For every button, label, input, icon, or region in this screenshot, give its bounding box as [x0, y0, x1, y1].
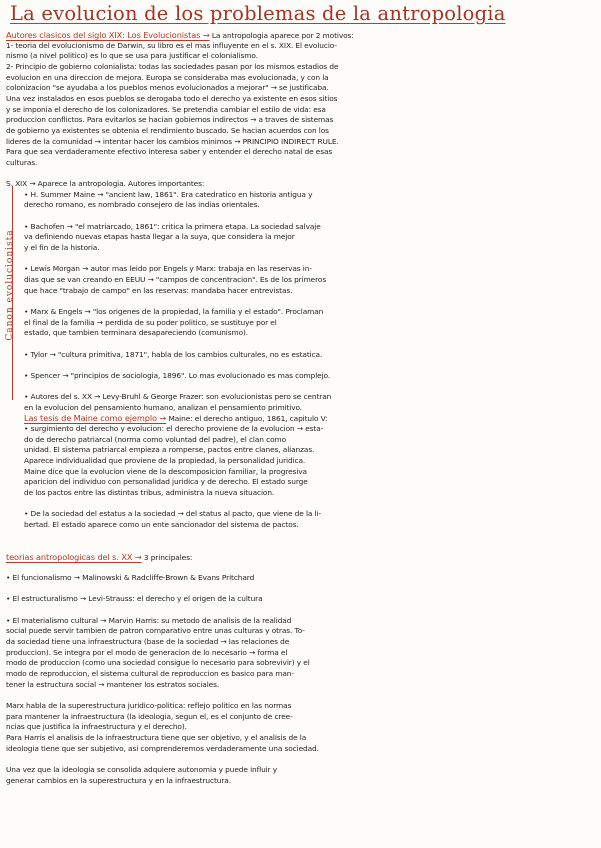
line-text: y el fin de la historia.	[24, 243, 100, 252]
line-text: Aparece individualidad que proviene de la propiedad, la personalidad juridica.	[24, 456, 306, 465]
line-text: unidad. El sistema patriarcal empieza a romperse, pactos entre clanes, alianzas.	[24, 445, 315, 455]
note-line	[24, 520, 595, 530]
line-text: va definiendo nuevas etapas hasta llegar a la suya, que considera la mejor	[24, 232, 295, 242]
note-line	[24, 424, 595, 434]
note-line	[24, 318, 595, 328]
note-line	[24, 445, 595, 455]
note-line	[6, 126, 595, 136]
line-text: Una vez instalados en esos pueblos se derogaba todo el derecho ya existente en esos sitios	[6, 93, 338, 103]
line-text: Marx habla de la superestructura juridico-politica: reflejo politico en las normas	[6, 700, 292, 710]
note-line	[6, 83, 595, 93]
line-text: • El estructuralismo → Levi-Strauss: el derecho y el origen de la cultura	[6, 594, 263, 604]
side-label: Canon evolucionista	[5, 229, 15, 341]
line-text: • Lewis Morgan → autor mas leido por Engels y Marx: trabaja en las reservas in-	[24, 264, 312, 274]
note-line	[24, 350, 595, 360]
note-line	[24, 488, 595, 498]
line-text: generar cambios en la superestructura y en la infraestructura.	[6, 775, 231, 785]
note-line	[6, 669, 595, 679]
line-text: aparicion del individuo con personalidad juridica y de derecho. El estado surge	[24, 477, 308, 487]
line-text: Para Harris el analisis de la infraestructura tiene que ser objetivo, y el analisis de la	[6, 732, 307, 742]
note-line	[24, 371, 595, 381]
line-text: produccion conflictos. Para evitarlos se hacian gobiernos indirectos → a traves de sistemas	[6, 115, 334, 125]
line-text: evolucion en una direccion de mejora. Europa se consideraba mas evolucionada, y con la	[6, 72, 329, 82]
line-text: colonizacion "se ayudaba a los pueblos menos evolucionados a mejorar" → se justificaba.	[6, 83, 329, 93]
note-line	[24, 509, 595, 519]
section-heading: teorias antropologicas del s. XX →	[6, 551, 142, 562]
note-line	[6, 648, 595, 658]
note-line	[24, 286, 595, 296]
line-text: Maine: el derecho antiguo, 1861, capitulo V:	[166, 414, 328, 424]
note-line	[6, 158, 595, 168]
line-text: • El funcionalismo → Malinowski & Radcliffe-Brown & Evans Pritchard	[6, 573, 255, 583]
note-line	[6, 616, 595, 626]
note-line	[6, 73, 595, 83]
line-text: da sociedad tiene una infraestructura (base de la sociedad → las relaciones de	[6, 637, 290, 647]
note-line	[6, 105, 595, 115]
note-line	[6, 147, 595, 157]
note-line	[6, 573, 595, 583]
line-text: estado, que tambien terminara desapareciendo (comunismo).	[24, 328, 249, 338]
section-heading: Las tesis de Maine como ejemplo →	[24, 413, 167, 424]
note-line	[6, 733, 595, 743]
line-text: • Marx & Engels → "los origenes de la propiedad, la familia y el estado". Proclaman	[24, 306, 324, 316]
line-text: La antropologia aparece por 2 motivos:	[209, 31, 354, 40]
line-text: culturas.	[6, 157, 38, 167]
note-line	[6, 712, 595, 722]
page-title: La evolucion de los problemas de la antropologia	[10, 2, 506, 25]
note-line	[24, 222, 595, 232]
line-text: S. XIX → Aparece la antropologia. Autores importantes:	[6, 179, 205, 189]
note-line	[6, 722, 595, 732]
note-line	[6, 179, 595, 189]
note-line	[6, 680, 595, 690]
line-text: tener la estructura social → mantener los estratos sociales.	[6, 679, 220, 689]
note-line	[6, 51, 595, 61]
line-text: • Tylor → "cultura primitiva, 1871", habla de los cambios culturales, no es estatica.	[24, 349, 323, 359]
note-line	[24, 307, 595, 317]
note-line	[6, 30, 595, 41]
note-line	[24, 232, 595, 242]
line-text: modo de produccion (como una sociedad consigue lo necesario para sobrevivir) y el	[6, 658, 310, 668]
line-text: • El materialismo cultural → Marvin Harris: su metodo de analisis de la realidad	[6, 615, 292, 625]
line-text: • H. Summer Maine → "ancient law, 1861". Era catedratico en historia antigua y	[24, 189, 313, 199]
line-text: 3 principales:	[141, 552, 193, 562]
note-line	[24, 328, 595, 338]
note-line	[6, 62, 595, 72]
line-text: para mantener la infraestructura (la ideologia, segun el, es el conjunto de cree-	[6, 711, 293, 721]
line-text: • De la sociedad del estatus a la sociedad → del status al pacto, que viene de la li-	[24, 509, 322, 519]
line-text: el final de la familia → perdida de su poder politico, se sustituye por el	[24, 317, 277, 327]
note-line	[24, 190, 595, 200]
note-line	[24, 467, 595, 477]
note-line	[6, 626, 595, 636]
note-line	[24, 200, 595, 210]
note-line	[6, 41, 595, 51]
line-text: Para que sea verdaderamente efectivo interesa saber y entender el derecho natal de esas	[6, 147, 333, 157]
note-line	[6, 765, 595, 775]
line-text: modo de reproduccion, el sistema cultural de reproduccion es basico para man-	[6, 669, 294, 678]
note-line	[6, 115, 595, 125]
line-text: social puede servir tambien de patron comparativo entre unas culturas y otras. To-	[6, 626, 305, 636]
note-line	[6, 744, 595, 754]
line-text: bertad. El estado aparece como un ente sancionador del sistema de pactos.	[24, 519, 299, 529]
line-text: • Bachofen → "el matriarcado, 1861": critica la primera etapa. La sociedad salvaje	[24, 221, 321, 231]
note-line	[6, 701, 595, 711]
line-text: 2- Principio de gobierno colonialista: todas las sociedades pasan por los mismos estadios de	[6, 61, 339, 71]
note-line	[24, 435, 595, 445]
note-line	[6, 658, 595, 668]
line-text: 1- teoria del evolucionismo de Darwin, su libro es el mas influyente en el s. XIX. El evolucio-	[6, 40, 337, 50]
line-text: Una vez que la ideologia se consolida adquiere autonomia y puede influir y	[6, 764, 278, 774]
note-line	[6, 594, 595, 604]
note-line	[24, 264, 595, 274]
note-line	[6, 637, 595, 647]
line-text: lideres de la comunidad → intentar hacer los cambios minimos → PRINCIPIO INDIRECT RULE.	[6, 136, 339, 146]
line-text: • Spencer → "principios de sociologia, 1896". Lo mas evolucionado es mas complejo.	[24, 370, 331, 380]
note-line	[24, 477, 595, 487]
note-line	[6, 137, 595, 147]
line-text: que hace "trabajo de campo" en las reservas: mandaba hacer entrevistas.	[24, 285, 293, 295]
line-text: produccion). Se integra por el modo de generacion de lo necesario → forma el	[6, 647, 288, 657]
line-text: en la evolucion del pensamiento humano, analizan el pensamiento primitivo.	[24, 402, 303, 412]
note-line	[24, 413, 595, 424]
line-text: ideologia tiene que ser subjetivo, asi comprenderemos verdaderamente una sociedad.	[6, 743, 319, 753]
note-line	[24, 392, 595, 402]
line-text: • Autores del s. XX → Levy-Bruhl & George Frazer: son evolucionistas pero se centran	[24, 392, 332, 402]
note-line	[24, 403, 595, 413]
note-line	[24, 456, 595, 466]
line-text: dias que se van creando en EEUU → "campos de concentracion". Es de los primeros	[24, 274, 327, 284]
note-line	[6, 776, 595, 786]
line-text: • surgimiento del derecho y evolucion: el derecho proviene de la evolucion → esta-	[24, 424, 324, 434]
note-line	[6, 552, 595, 563]
line-text: do de derecho patriarcal (norma como voluntad del padre), el clan como	[24, 434, 287, 444]
line-text: de los pactos entre las distintas tribus, administra la nueva situacion.	[24, 487, 275, 497]
line-text: ncias que justifica la infraestructura y el derecho).	[6, 722, 187, 732]
note-line	[6, 94, 595, 104]
note-line	[24, 275, 595, 285]
note-line	[24, 243, 595, 253]
line-text: Maine dice que la evolucion viene de la descomposicion familiar, la progresiva	[24, 466, 307, 476]
line-text: y se imponia el derecho de los colonizadores. Se pretendia cambiar el estilo de vida: esa	[6, 104, 326, 114]
line-text: derecho romano, es nombrado consejero de las indias orientales.	[24, 200, 260, 210]
line-text: nismo (a nivel politico) es lo que se usa para justificar el colonialismo.	[6, 51, 258, 61]
section-heading: Autores clasicos del siglo XIX: Los Evolucionistas →	[6, 30, 210, 40]
line-text: de gobierno ya existentes se obtenia el rendimiento buscado. Se hacian acuerdos con los	[6, 125, 329, 135]
